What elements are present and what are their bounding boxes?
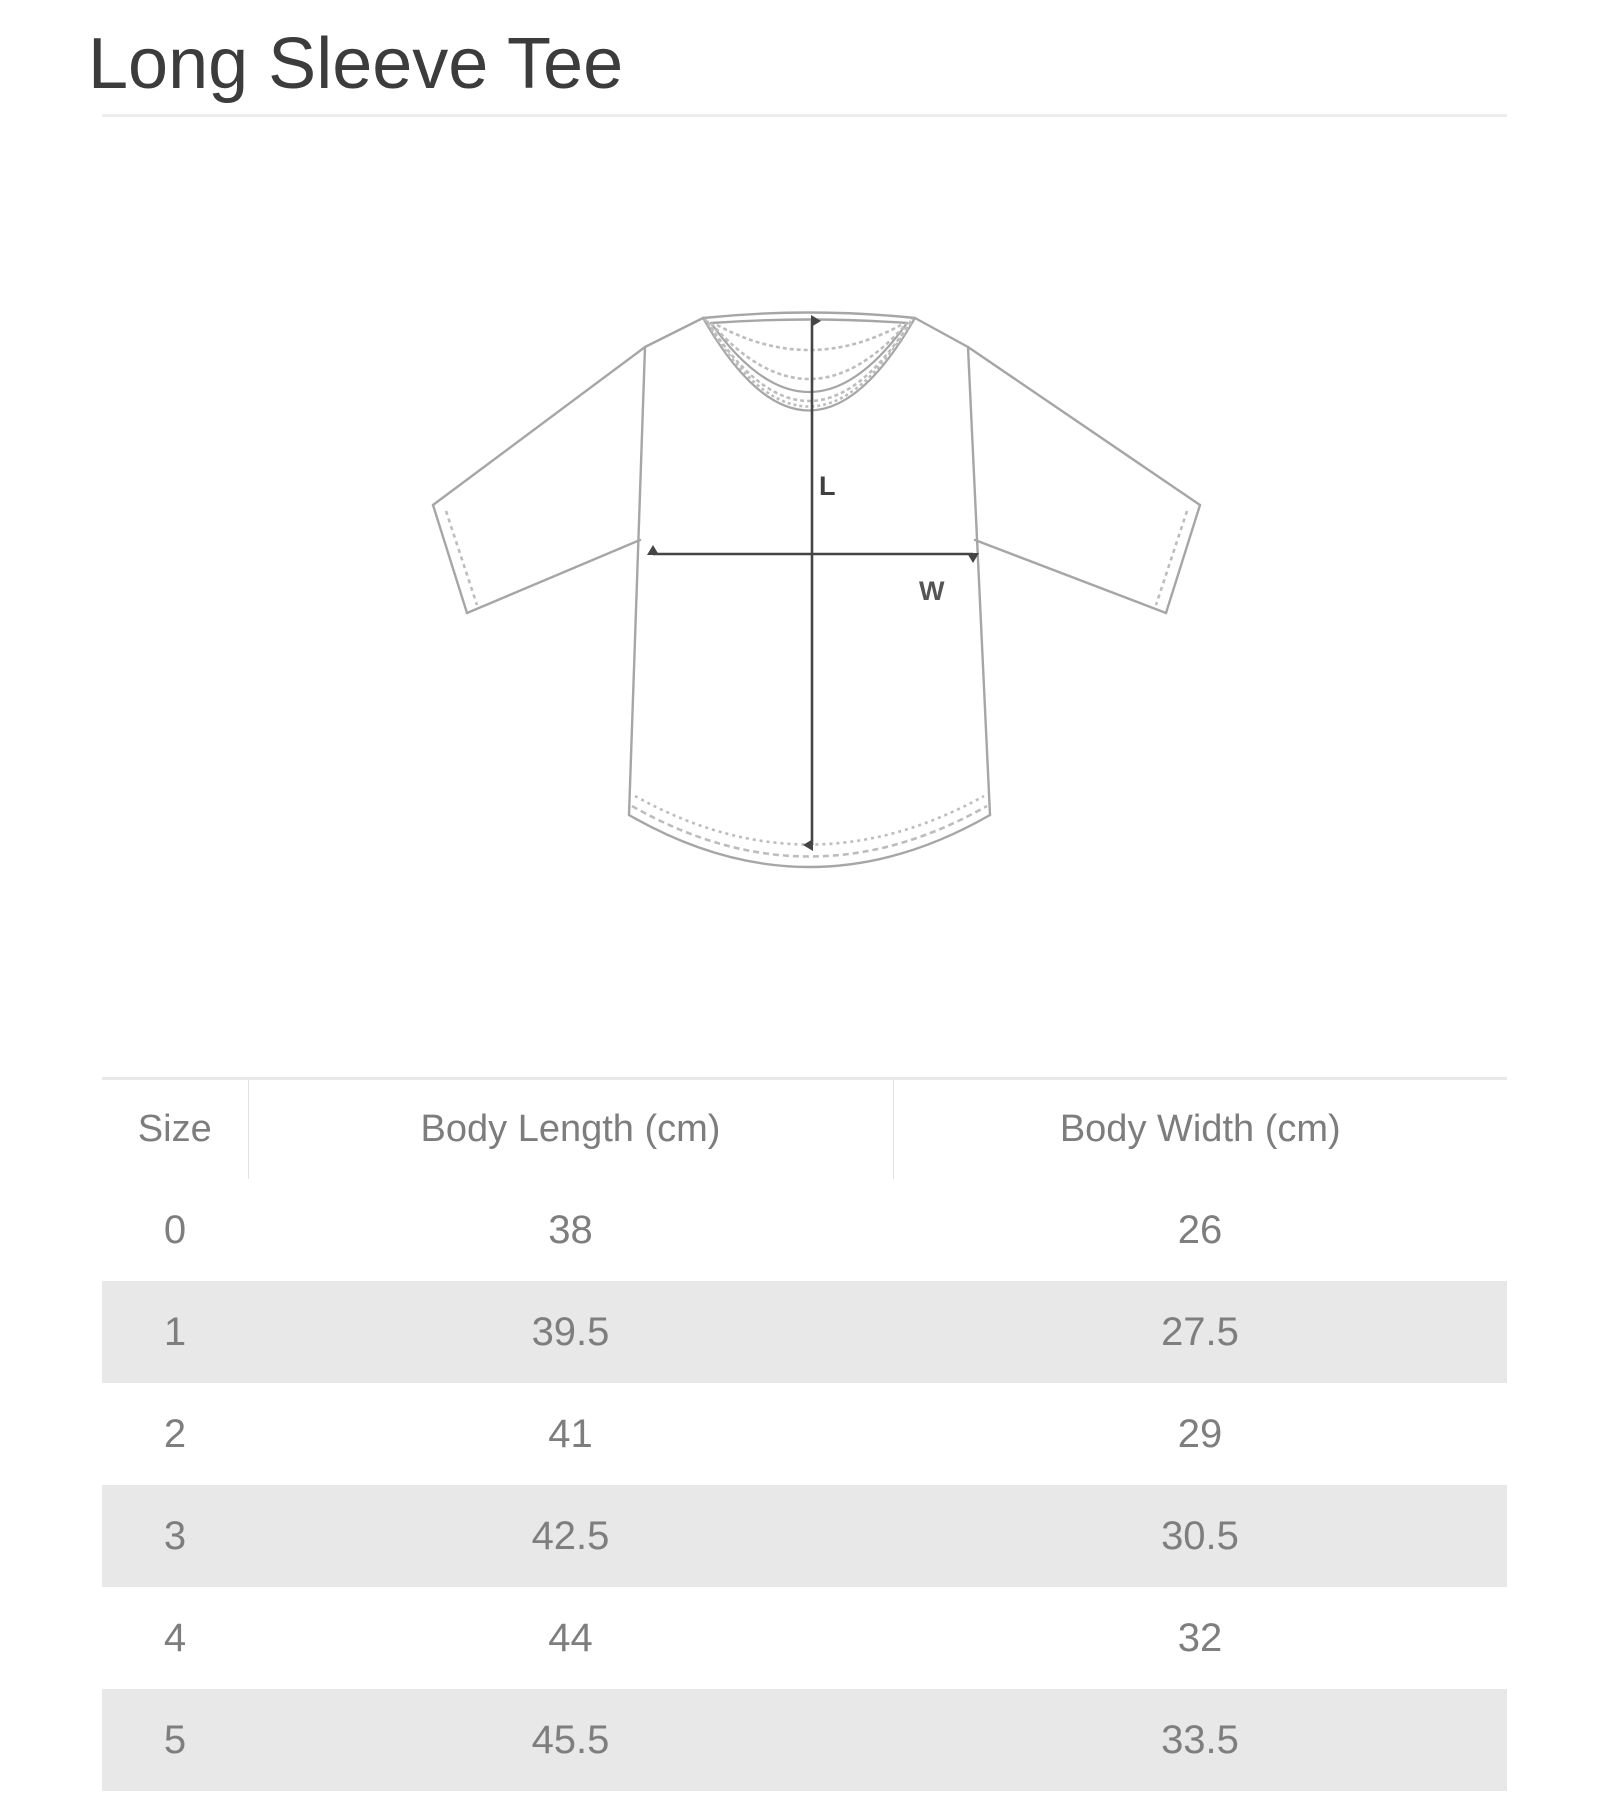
body-left-line — [629, 347, 645, 815]
table-row-size-0 — [102, 1179, 1507, 1281]
right-shoulder-sleeve-line — [915, 318, 1200, 505]
body-right-line — [968, 347, 990, 815]
table-row-size-4 — [102, 1587, 1507, 1689]
body-length-cell: 38 — [548, 1207, 593, 1252]
hem-stitch-row-2 — [635, 796, 984, 845]
size-cell: 3 — [163, 1513, 187, 1558]
body-length-cell: 39.5 — [531, 1309, 610, 1354]
tee-stitching — [446, 319, 1187, 857]
tee-outline — [433, 313, 1200, 868]
collar-inner-top — [711, 320, 907, 324]
long-sleeve-tee-diagram — [415, 295, 1215, 915]
collar-outer-top — [703, 313, 915, 319]
table-row-size-5 — [102, 1689, 1507, 1791]
body-length-column-header: Body Length (cm) — [248, 1079, 893, 1180]
body-length-cell: 41 — [548, 1411, 593, 1456]
body-length-cell: 45.5 — [531, 1717, 610, 1762]
hem-curve — [629, 815, 990, 867]
table-row-size-2 — [102, 1383, 1507, 1485]
size-cell: 5 — [163, 1717, 187, 1762]
measurement-arrows — [653, 321, 973, 845]
collar-band-bottom — [703, 318, 915, 411]
size-cell: 2 — [163, 1411, 187, 1456]
collar-rib-row-1 — [717, 325, 901, 350]
collar-rib-row-3 — [707, 321, 911, 401]
body-length-cell: 42.5 — [531, 1513, 610, 1558]
table-row-size-1 — [102, 1281, 1507, 1383]
body-width-cell: 32 — [1177, 1615, 1223, 1660]
left-sleeve-underside — [467, 540, 640, 613]
width-label: W — [919, 576, 945, 607]
body-width-cell: 27.5 — [1161, 1309, 1239, 1354]
collar-neck-opening — [711, 323, 907, 392]
measurement-figure — [88, 117, 1512, 1077]
size-cell: 0 — [163, 1207, 187, 1252]
size-cell: 1 — [163, 1309, 187, 1354]
size-chart-table — [102, 1077, 1507, 1791]
size-column-header: Size — [102, 1079, 248, 1180]
body-width-cell: 26 — [1177, 1207, 1223, 1252]
page-title: Long Sleeve Tee — [88, 24, 624, 104]
body-length-cell: 44 — [548, 1615, 593, 1660]
collar-rib-row-4 — [705, 319, 913, 407]
body-width-cell: 30.5 — [1161, 1513, 1239, 1558]
body-width-column-header: Body Width (cm) — [893, 1079, 1507, 1180]
size-cell: 4 — [163, 1615, 187, 1660]
body-width-cell: 29 — [1177, 1411, 1223, 1456]
right-sleeve-underside — [975, 540, 1166, 613]
table-row-size-3 — [102, 1485, 1507, 1587]
hem-stitch-row-1 — [632, 806, 987, 857]
length-label: L — [819, 471, 836, 502]
left-shoulder-sleeve-line — [433, 318, 703, 505]
size-chart-header-row — [102, 1079, 1507, 1180]
body-width-cell: 33.5 — [1161, 1717, 1239, 1762]
